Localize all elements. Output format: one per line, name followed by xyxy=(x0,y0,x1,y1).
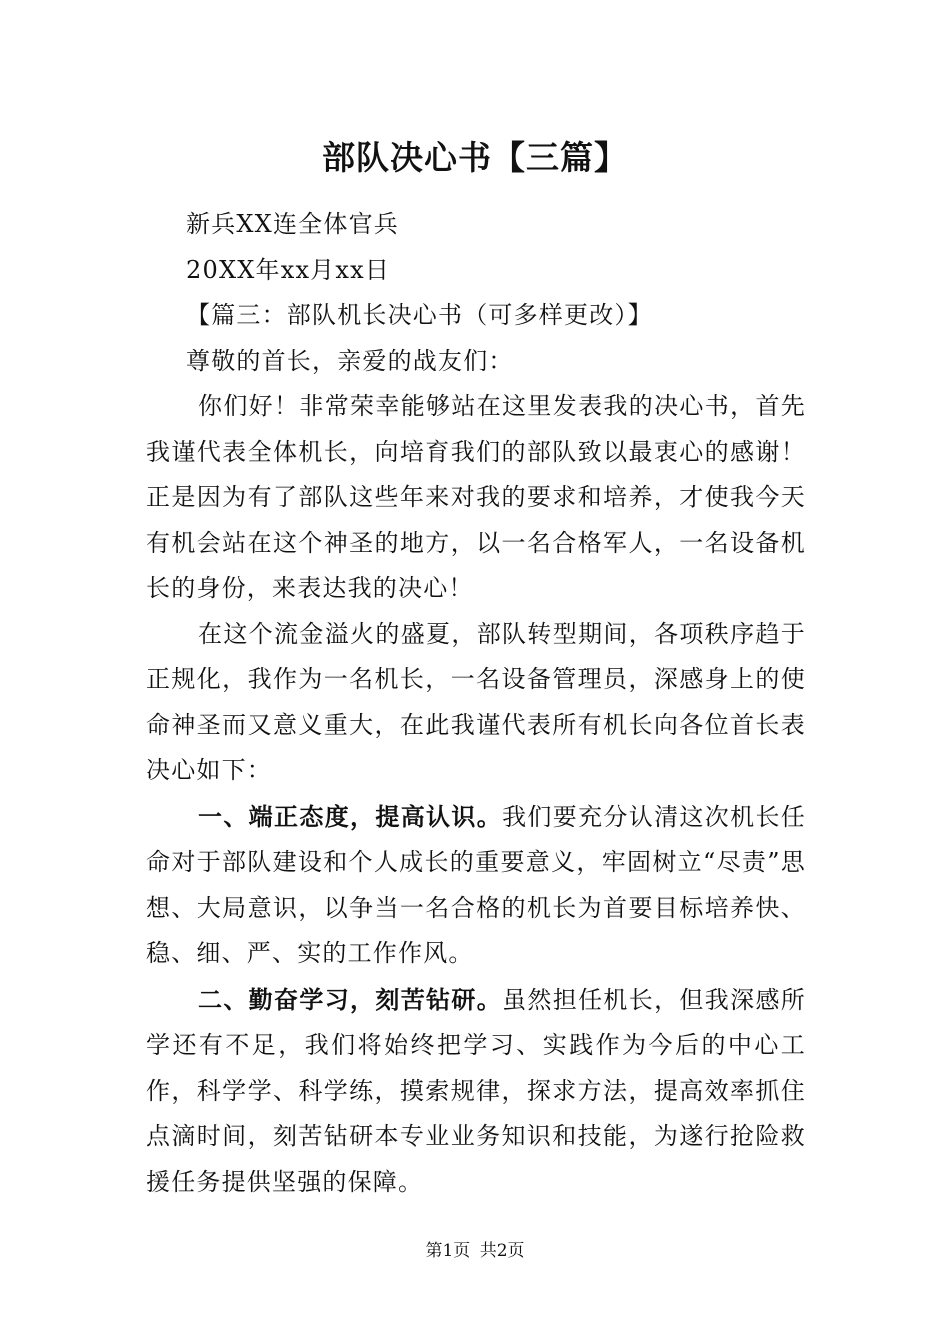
point-one xyxy=(146,794,806,977)
document-title: 部队决心书【三篇】 xyxy=(322,138,628,177)
point-two-text: 虽然担任机长，但我深感所学还有不足，我们将始终把学习、实践作为今后的中心工作，科学学、科学练，摸索规律，探求方法，提高效率抓住点滴时间，刻苦钻研本专业业务知识和技能，为遂行抢险救援任务提供坚强的保障。 xyxy=(146,985,806,1196)
point-two-heading: 二、勤奋学习，刻苦钻研。 xyxy=(198,984,503,1014)
page-total: 共2页 xyxy=(479,1241,525,1261)
point-one-text: 我们要充分认清这次机长任命对于部队建设和个人成长的重要意义，牢固树立“尽责”思想、大局意识，以争当一名合格的机长为首要目标培养快、稳、细、严、实的工作作风。 xyxy=(146,802,806,967)
page-footer xyxy=(0,1239,950,1263)
salutation: 尊敬的首长，亲爱的战友们： xyxy=(186,346,514,375)
point-one-heading: 一、端正态度，提高认识。 xyxy=(198,801,503,831)
page-number: 第1页 xyxy=(425,1241,471,1261)
point-two xyxy=(146,977,806,1206)
signature-line: 新兵XX连全体官兵 xyxy=(186,210,399,238)
document-body xyxy=(146,202,806,1205)
paragraph-intro: 你们好！非常荣幸能够站在这里发表我的决心书，首先我谨代表全体机长，向培育我们的部队致以最衷心的感谢！正是因为有了部队这些年来对我的要求和培养，才使我今天有机会站在这个神圣的地方，以一名合格军人，一名设备机长的身份，来表达我的决心！ xyxy=(146,392,806,602)
paragraph-context: 在这个流金溢火的盛夏，部队转型期间，各项秩序趋于正规化，我作为一名机长，一名设备管理员，深感身上的使命神圣而又意义重大，在此我谨代表所有机长向各位首长表决心如下： xyxy=(146,619,806,784)
date-line: 20XX年xx月xx日 xyxy=(186,255,391,284)
section-heading: 【篇三：部队机长决心书（可多样更改）】 xyxy=(186,301,653,329)
